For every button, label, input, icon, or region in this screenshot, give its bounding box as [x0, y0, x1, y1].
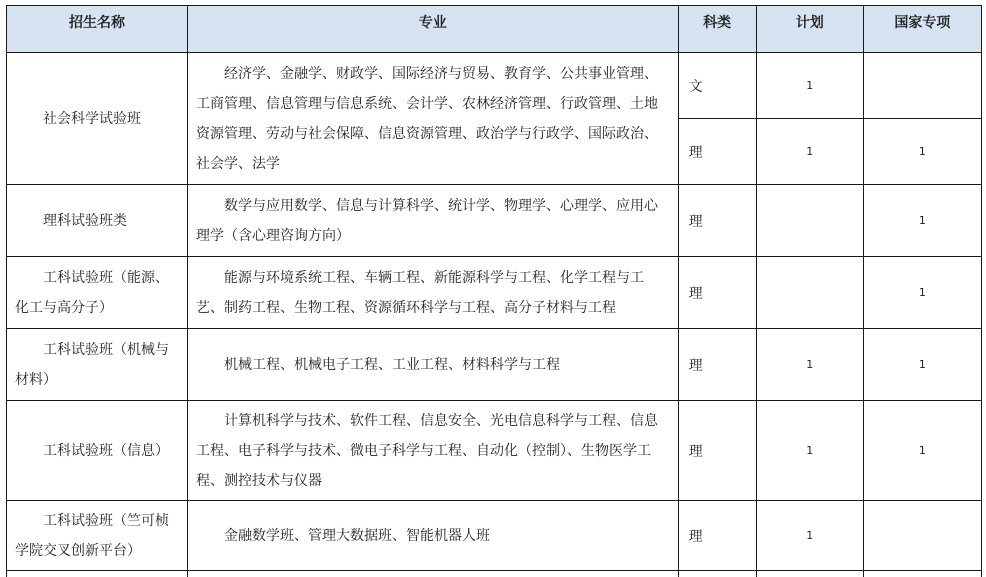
- header-major: 专业: [188, 6, 679, 53]
- table-row-cut: [7, 571, 982, 577]
- row-name: 工科试验班（信息）: [7, 401, 188, 501]
- table-header-row: [7, 6, 982, 53]
- row-category: 理: [678, 257, 756, 329]
- row-plan: 1: [756, 401, 863, 501]
- row-name: 理科试验班类: [7, 185, 188, 257]
- row-major: 金融数学班、管理大数据班、智能机器人班: [188, 501, 679, 571]
- row-national: 1: [863, 119, 981, 185]
- row-national: 1: [863, 257, 981, 329]
- row-name: 工科试验班（竺可桢学院交叉创新平台）: [7, 501, 188, 571]
- table-row: [7, 53, 982, 119]
- row-national: 1: [863, 401, 981, 501]
- row-major: 机械工程、机械电子工程、工业工程、材料科学与工程: [188, 329, 679, 401]
- row-national: [863, 53, 981, 119]
- row-major: 数学与应用数学、信息与计算科学、统计学、物理学、心理学、应用心理学（含心理咨询方向）: [188, 185, 679, 257]
- row-category: 理: [678, 329, 756, 401]
- cut-cell: [756, 571, 863, 577]
- row-category: 理: [678, 401, 756, 501]
- cut-cell: [863, 571, 981, 577]
- table-row: [7, 501, 982, 571]
- header-category: 科类: [678, 6, 756, 53]
- header-national: 国家专项: [863, 6, 981, 53]
- table-row: [7, 401, 982, 501]
- row-plan: [756, 185, 863, 257]
- table-row: [7, 257, 982, 329]
- row-plan: 1: [756, 53, 863, 119]
- row-category: 文: [678, 53, 756, 119]
- cut-cell: [7, 571, 188, 577]
- row-name: 工科试验班（能源、化工与高分子）: [7, 257, 188, 329]
- admission-plan-table: [6, 5, 982, 577]
- row-name: 工科试验班（机械与材料）: [7, 329, 188, 401]
- row-major: 经济学、金融学、财政学、国际经济与贸易、教育学、公共事业管理、工商管理、信息管理与信息系统、会计学、农林经济管理、行政管理、土地资源管理、劳动与社会保障、信息资源管理、政治学与行政学、国际政治、社会学、法学: [188, 53, 679, 185]
- row-major: 能源与环境系统工程、车辆工程、新能源科学与工程、化学工程与工艺、制药工程、生物工程、资源循环科学与工程、高分子材料与工程: [188, 257, 679, 329]
- header-plan: 计划: [756, 6, 863, 53]
- row-national: [863, 501, 981, 571]
- row-category: 理: [678, 501, 756, 571]
- row-name: 社会科学试验班: [7, 53, 188, 185]
- row-category: 理: [678, 185, 756, 257]
- row-major: 计算机科学与技术、软件工程、信息安全、光电信息科学与工程、信息工程、电子科学与技术、微电子科学与工程、自动化（控制）、生物医学工程、测控技术与仪器: [188, 401, 679, 501]
- row-plan: 1: [756, 501, 863, 571]
- cut-cell: [678, 571, 756, 577]
- row-plan: 1: [756, 329, 863, 401]
- header-name: 招生名称: [7, 6, 188, 53]
- cut-cell: [188, 571, 679, 577]
- table-row: [7, 185, 982, 257]
- row-national: 1: [863, 329, 981, 401]
- row-plan: [756, 257, 863, 329]
- table-row: [7, 329, 982, 401]
- row-category: 理: [678, 119, 756, 185]
- row-plan: 1: [756, 119, 863, 185]
- row-national: 1: [863, 185, 981, 257]
